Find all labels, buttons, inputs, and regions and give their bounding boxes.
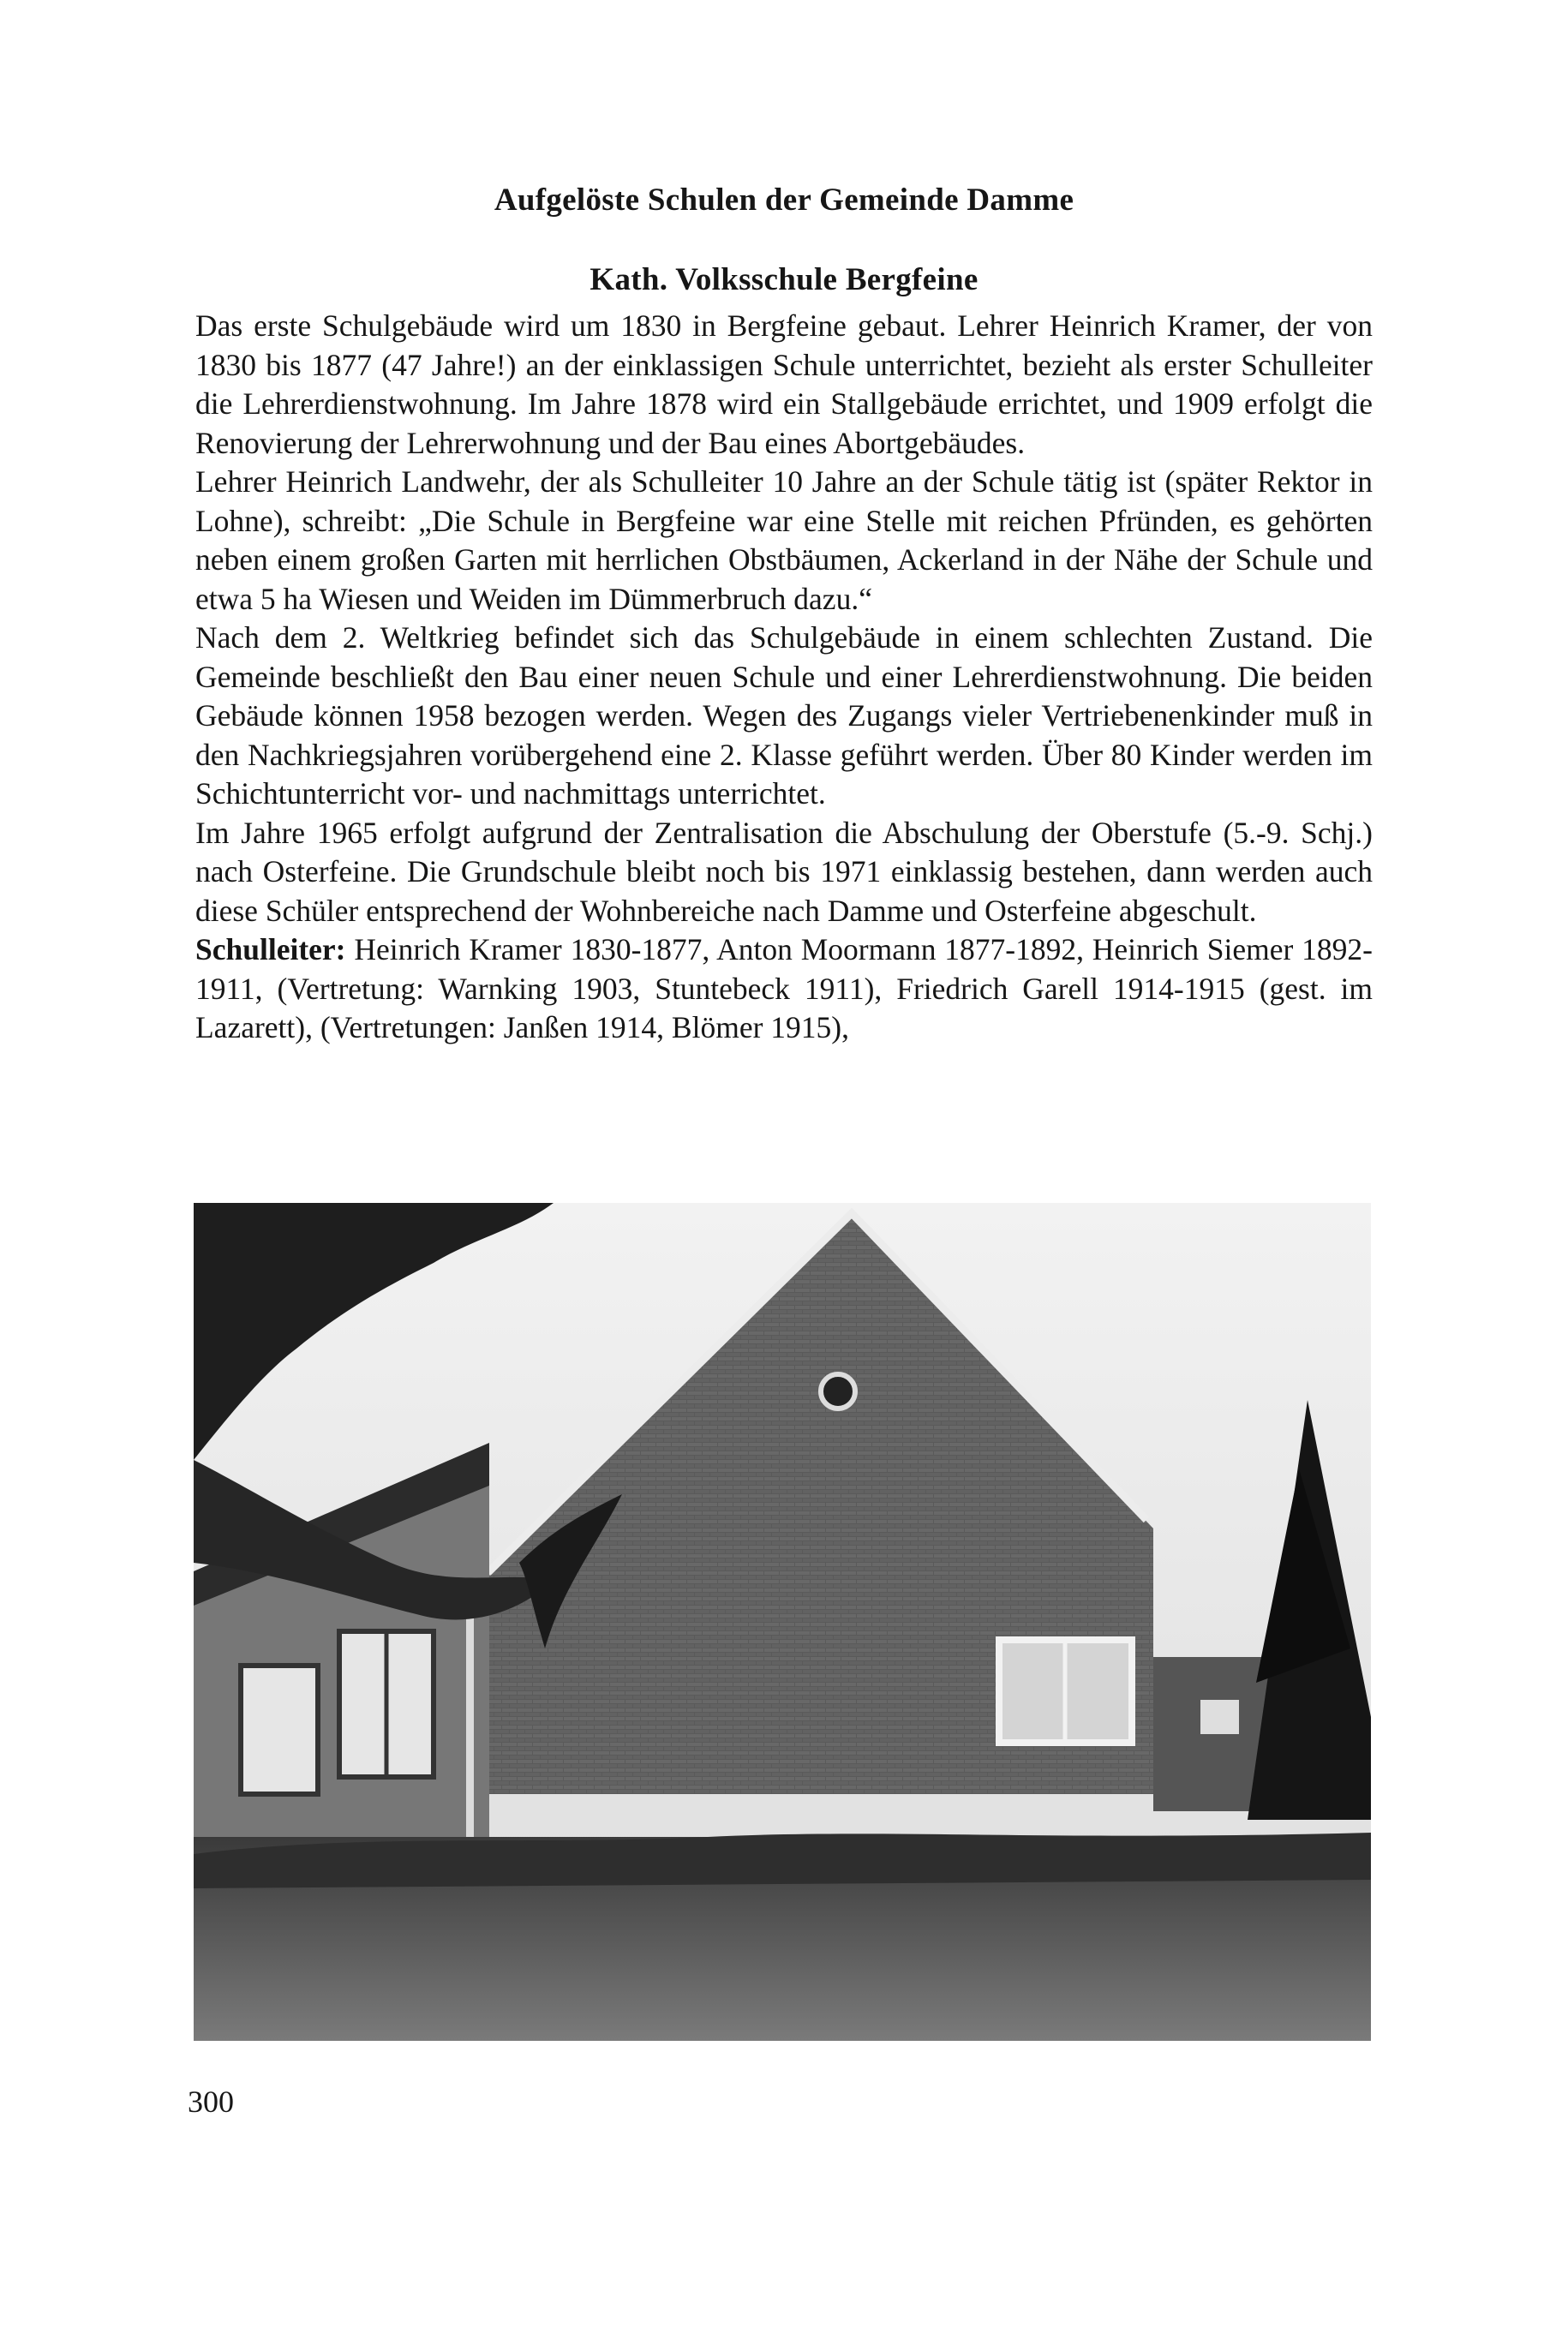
round-window: [821, 1374, 855, 1409]
paragraph: Im Jahre 1965 erfolgt aufgrund der Zentralisation die Abschulung der Oberstufe (5.-9. Schj.) nach Osterfeine. Die Grundschule bleibt noch bis 1971 einklassig bestehen, dann werden auch diese Schüler entsprechend der Wohnbereiche nach Damme und Osterfeine abgeschult.: [195, 815, 1373, 928]
paragraph: Nach dem 2. Weltkrieg befindet sich das Schulgebäude in einem schlechten Zustand. Die Gemeinde beschließt den Bau einer neuen Schule und einer Lehrerdienstwohnung. Die beiden Gebäude können 1958 bezogen werden. Wegen des Zugangs vieler Vertriebenenkinder muß in den Nachkriegsjahren vorübergehend eine 2. Klasse geführt werden. Über 80 Kinder werden im Schichtunterricht vor- und nachmittags unterrichtet.: [195, 620, 1373, 811]
body-text: [195, 307, 1373, 1048]
schulleiter-text: Heinrich Kramer 1830-1877, Anton Moormann 1877-1892, Heinrich Siemer 1892-1911, (Vertretung: Warnking 1903, Stuntebeck 1911), Friedrich Garell 1914-1915 (gest. im Lazarett), (Vertretungen: Janßen 1914, Blömer 1915),: [195, 932, 1373, 1044]
right-window: [1200, 1700, 1239, 1734]
schulleiter-paragraph: [195, 930, 1373, 1048]
schulleiter-label: Schulleiter:: [195, 932, 346, 966]
paragraph: Das erste Schulgebäude wird um 1830 in Bergfeine gebaut. Lehrer Heinrich Kramer, der von 1830 bis 1877 (47 Jahre!) an der einklassigen Schule unterrichtet, bezieht als erster Schulleiter die Lehrerdienstwohnung. Im Jahre 1878 wird ein Stallgebäude errichtet, und 1909 erfolgt die Renovierung der Lehrerwohnung und der Bau eines Abortgebäudes.: [195, 308, 1373, 460]
school-building-photo: [194, 1203, 1371, 2041]
left-window: [241, 1666, 318, 1794]
section-heading: Kath. Volksschule Bergfeine: [589, 262, 979, 297]
photo-illustration: [194, 1203, 1371, 2041]
page-title: Aufgelöste Schulen der Gemeinde Damme: [494, 182, 1074, 218]
page-number: 300: [188, 2085, 234, 2119]
paragraph: Lehrer Heinrich Landwehr, der als Schulleiter 10 Jahre an der Schule tätig ist (später Rektor in Lohne), schreibt: „Die Schule in Bergfeine war eine Stelle mit reichen Pfründen, es gehörten neben einem großen Garten mit herrlichen Obstbäumen, Ackerland in der Nähe der Schule und etwa 5 ha Wiesen und Weiden im Dümmerbruch dazu.“: [195, 464, 1373, 616]
downpipe: [466, 1606, 474, 1854]
